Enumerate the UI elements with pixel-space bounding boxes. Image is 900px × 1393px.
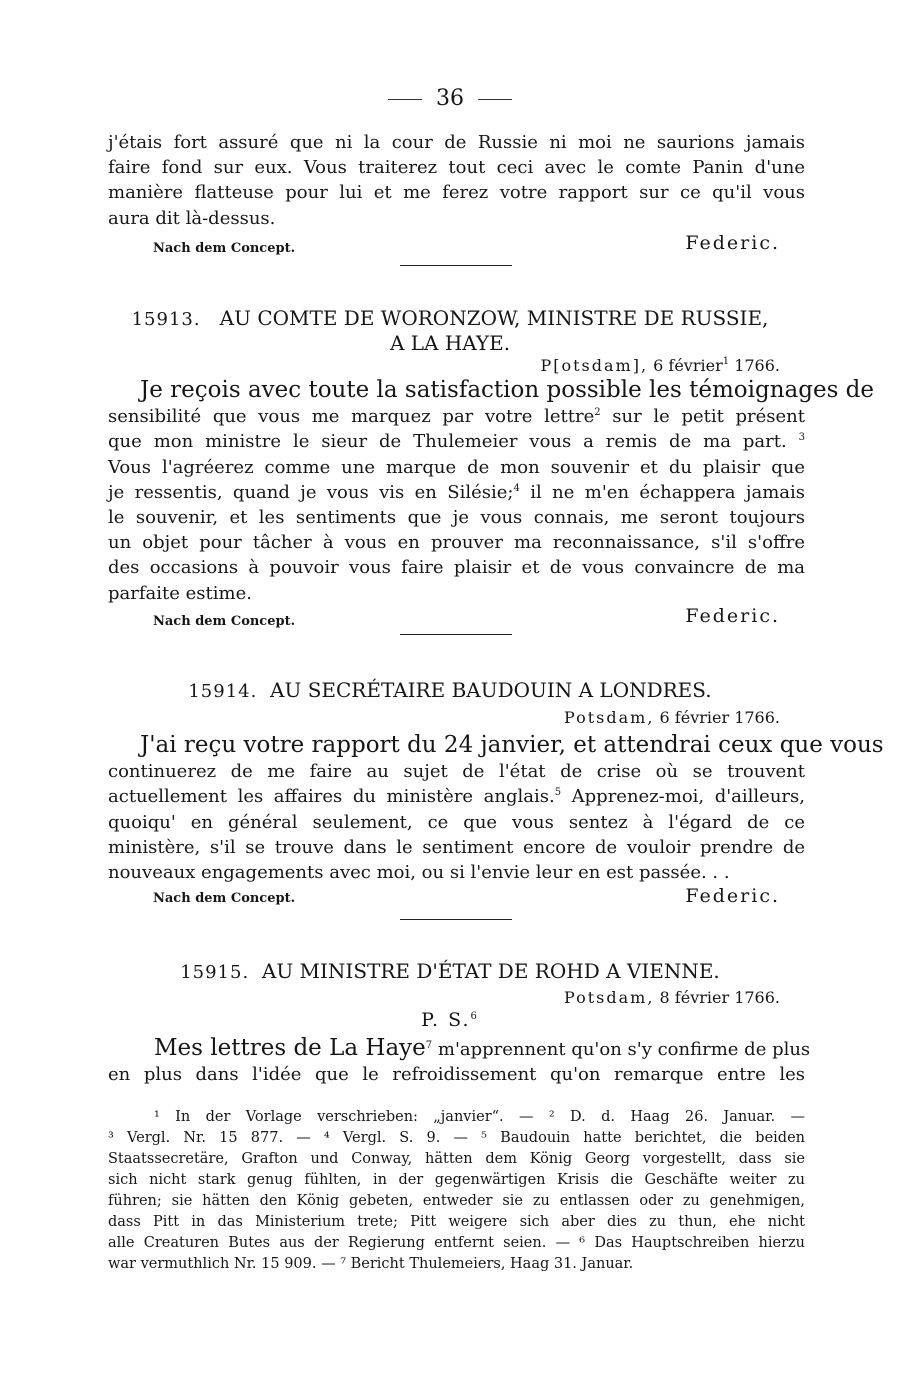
text-line: des occasions à pouvoir vous faire plaisir et de vous convaincre de ma: [108, 557, 805, 579]
line-text: Apprenez-moi, d'ailleurs,: [561, 786, 805, 808]
footnote-line: sich nicht stark genug fühlten, in der gegenwärtigen Krisis die Geschäfte weiter zu: [108, 1172, 805, 1188]
letter-number: 15913.: [131, 309, 201, 330]
text-line: le souvenir, et les sentiments que je vous connais, me seront toujours: [108, 507, 805, 529]
footnotes: [108, 1107, 805, 1275]
letter-date: [564, 988, 780, 1007]
line-text: m'apprennent qu'on s'y confirme de plus: [432, 1039, 811, 1060]
line-text: actuellement les affaires du ministère anglais.: [108, 786, 555, 808]
line-text: J'ai reçu votre rapport du 24 janvier, et attendrai ceux que vous: [140, 732, 884, 758]
text-line: parfaite estime.: [108, 582, 252, 604]
text-line: manière flatteuse pour lui et me ferez votre rapport sur ce qu'il vous: [108, 182, 805, 204]
letter-number: 15915.: [180, 962, 250, 983]
letter-number: 15914.: [188, 681, 258, 702]
footnote-line: war vermuthlich Nr. 15 909. — ⁷ Bericht Thulemeiers, Haag 31. Januar.: [108, 1256, 634, 1272]
source-note: Nach dem Concept.: [153, 891, 296, 906]
letter-title: AU MINISTRE D'ÉTAT DE ROHD A VIENNE.: [261, 959, 720, 983]
source-note: Nach dem Concept.: [153, 614, 296, 629]
line-text: sur le petit présent: [600, 406, 805, 428]
letter-body: [108, 732, 884, 885]
text-line: [108, 732, 884, 759]
text-line: j'étais fort assuré que ni la cour de Russie ni moi ne saurions jamais: [108, 132, 805, 153]
text-line: Vous l'agréerez comme une marque de mon souvenir et du plaisir que: [108, 456, 805, 478]
ps-text: P. S.: [421, 1009, 471, 1031]
footnote-ref: 1: [722, 356, 730, 367]
section-divider: [400, 265, 512, 266]
text-line: faire fond sur eux. Vous traiterez tout ceci avec le comte Panin d'une: [108, 157, 805, 179]
footnote-ref: 3: [798, 432, 806, 444]
footnote-line: dass Pitt in das Ministerium trete; Pitt weigere sich aber dies zu thun, ehe nicht: [108, 1214, 805, 1230]
date-place: Potsdam,: [564, 708, 655, 727]
footnote-line: Staatssecretäre, Grafton und Conway, hätten dem König Georg vorgestellt, dass sie: [108, 1151, 805, 1167]
line-text: Je reçois avec toute la satisfaction possible les témoignages de: [140, 377, 875, 403]
date-text: 6 février 1766.: [659, 708, 780, 727]
letter-body: [108, 1035, 811, 1087]
footnote-line: alle Creaturen Butes aus der Regierung entfernt seien. — ⁶ Das Hauptschreiben hierzu: [108, 1235, 805, 1251]
footnote-ref: 2: [594, 407, 601, 419]
section-divider: [400, 919, 512, 920]
footnote-ref: 5: [554, 787, 562, 799]
text-line: [108, 377, 875, 404]
footnote-line: ¹ In der Vorlage verschrieben: „janvier“. — ² D. d. Haag 26. Januar. —: [154, 1109, 805, 1125]
footnote-line: ³ Vergl. Nr. 15 877. — ⁴ Vergl. S. 9. — ⁵ Baudouin hatte berichtet, die beiden: [108, 1130, 805, 1146]
letter-title: AU COMTE DE WORONZOW, MINISTRE DE RUSSIE,: [219, 306, 769, 330]
line-text: Mes lettres de La Haye: [154, 1035, 426, 1061]
letter-heading-cont: A LA HAYE.: [389, 331, 511, 355]
footnote-line: führen; sie hätten den König gebeten, entweder sie zu entlassen oder zu genehmigen,: [108, 1193, 805, 1209]
letter-date: [540, 356, 780, 375]
source-note: Nach dem Concept.: [153, 241, 296, 256]
page-number-text: 36: [436, 86, 464, 111]
signature: Federic.: [685, 232, 780, 254]
text-line: aura dit là-dessus.: [108, 207, 276, 229]
line-text: il ne m'en échappera jamais: [519, 481, 806, 503]
footnote-ref: 4: [513, 482, 520, 494]
footnote-ref: 7: [425, 1040, 433, 1051]
text-line: [108, 784, 805, 809]
text-line: en plus dans l'idée que le refroidissement qu'on remarque entre les: [108, 1064, 805, 1086]
text-line: quoiqu' en général seulement, ce que vous sentez à l'égard de ce: [108, 811, 805, 833]
text-line: continuerez de me faire au sujet de l'état de crise où se trouvent: [108, 761, 805, 783]
footnote-ref: 6: [470, 1011, 479, 1022]
date-place: P[otsdam],: [540, 356, 649, 375]
letter-title: AU SECRÉTAIRE BAUDOUIN A LONDRES.: [270, 678, 712, 702]
letter-heading: [0, 959, 900, 983]
dash-left: [388, 99, 422, 100]
text-line: ministère, s'il se trouve dans le sentiment encore de vouloir prendre de: [108, 836, 805, 858]
letter-heading: [0, 678, 900, 702]
letter-body: [108, 377, 875, 606]
text-line: [108, 480, 805, 505]
dash-right: [478, 99, 512, 100]
line-text: je ressentis, quand je vous vis en Silésie;: [108, 481, 514, 503]
text-line: un objet pour tâcher à vous en prouver ma reconnaissance, s'il s'offre: [108, 532, 805, 554]
date-place: Potsdam,: [564, 988, 655, 1007]
text-line: [108, 404, 805, 429]
date-text: 6 février: [653, 356, 723, 375]
date-year: 1766.: [734, 356, 780, 375]
signature: Federic.: [685, 885, 780, 907]
page-number: [0, 86, 900, 111]
section-divider: [400, 634, 512, 635]
letter-date: [564, 708, 780, 727]
postscript-label: [0, 1009, 900, 1031]
date-text: 8 février 1766.: [659, 988, 780, 1007]
text-line: nouveaux engagements avec moi, ou si l'envie leur en est passée. . .: [108, 862, 730, 884]
text-line: [108, 1035, 811, 1062]
intro-paragraph: [108, 130, 805, 231]
line-text: que mon ministre le sieur de Thulemeier vous a remis de ma part.: [108, 431, 787, 453]
letter-heading: [0, 306, 900, 330]
signature: Federic.: [685, 605, 780, 627]
line-text: sensibilité que vous me marquez par votre lettre: [108, 406, 595, 428]
text-line: [108, 429, 805, 454]
